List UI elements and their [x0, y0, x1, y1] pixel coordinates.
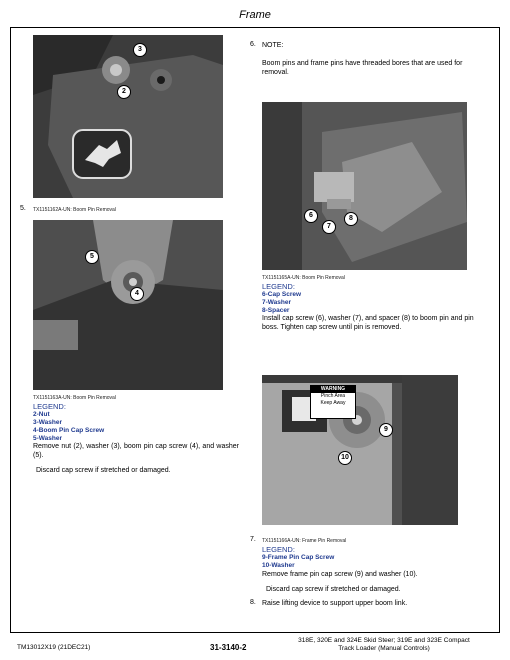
- legend-item: 10-Washer: [262, 562, 295, 569]
- figure-id-fig3: TX1151165A-UN: Boom Pin Removal: [262, 275, 345, 281]
- legend-item: 5-Washer: [33, 435, 63, 442]
- legend-item: 7-Washer: [262, 299, 292, 306]
- figure-id-step5: TX1151162A-UN: Boom Pin Removal: [33, 207, 116, 213]
- callout-10: 10: [338, 451, 352, 465]
- figure-boom-pin-puller-graphic: [262, 102, 467, 270]
- step-7-number: 7.: [250, 536, 256, 543]
- page-header-title: Frame: [239, 9, 271, 21]
- footer-doc-id: TM13012X19 (21DEC21): [17, 644, 91, 651]
- callout-4: 4: [130, 287, 144, 301]
- footer-rule: [10, 632, 500, 633]
- fig3-instruction: Install cap screw (6), washer (7), and spacer (8) to boom pin and pin boss. Tighten cap screw until pin is removed.: [262, 315, 474, 331]
- figure-frame-pin-photo: [262, 375, 458, 525]
- warning-decal-line1: Pinch Area: [320, 393, 346, 399]
- figure-boom-pin-puller-photo: [262, 102, 467, 270]
- figure-boom-pin-cap-screw-graphic: [33, 220, 223, 390]
- warning-decal: [310, 385, 356, 419]
- legend-title-fig2: LEGEND:: [33, 402, 66, 411]
- step-6-note-label: NOTE:: [262, 42, 284, 49]
- figure-boom-pin-cap-screw-photo: [33, 220, 223, 390]
- warning-decal-line2: Keep Away: [320, 400, 346, 406]
- legend-title-fig4: LEGEND:: [262, 545, 295, 554]
- callout-8: 8: [344, 212, 358, 226]
- footer-title-line1: 318E, 320E and 324E Skid Steer; 319E and 323E Compact: [298, 637, 470, 644]
- legend-fig2: [33, 411, 104, 443]
- left-border: [10, 27, 11, 632]
- legend-item: 2-Nut: [33, 411, 50, 418]
- fig2-instruction: Remove nut (2), washer (3), boom pin cap screw (4), and washer (5).: [33, 443, 239, 459]
- figure-frame-pin-graphic: [262, 375, 458, 525]
- legend-item: 4-Boom Pin Cap Screw: [33, 427, 105, 434]
- fig4-discard-note: Discard cap screw if stretched or damaged.: [266, 586, 401, 593]
- legend-fig4: [262, 554, 334, 570]
- header-rule: [10, 27, 500, 28]
- figure-id-fig4: TX1151166A-UN: Frame Pin Removal: [262, 538, 347, 544]
- callout-5: 5: [85, 250, 99, 264]
- footer-title-line2: Track Loader (Manual Controls): [338, 645, 430, 652]
- right-border: [499, 27, 500, 632]
- warning-decal-title: WARNING: [311, 386, 355, 393]
- callout-3: 3: [133, 43, 147, 57]
- step-8-number: 8.: [250, 599, 256, 606]
- step-6-note-text: Boom pins and frame pins have threaded bores that are used for removal.: [262, 60, 463, 76]
- legend-item: 3-Washer: [33, 419, 63, 426]
- fig4-instruction: Remove frame pin cap screw (9) and washer (10).: [262, 571, 418, 578]
- figure-boom-pin-nut-graphic: [33, 35, 223, 198]
- legend-fig3: [262, 291, 301, 315]
- legend-item: 8-Spacer: [262, 307, 290, 314]
- callout-9: 9: [379, 423, 393, 437]
- step-6-number: 6.: [250, 41, 256, 48]
- footer-title: [286, 637, 482, 653]
- figure-boom-pin-nut-photo: [33, 35, 223, 198]
- fig2-discard-note: Discard cap screw if stretched or damaged.: [36, 467, 171, 474]
- callout-7: 7: [322, 220, 336, 234]
- figure-id-fig2: TX1151163A-UN: Boom Pin Removal: [33, 395, 116, 401]
- callout-6: 6: [304, 209, 318, 223]
- legend-item: 6-Cap Screw: [262, 291, 302, 298]
- step-5-number: 5.: [20, 205, 26, 212]
- legend-title-fig3: LEGEND:: [262, 282, 295, 291]
- legend-item: 9-Frame Pin Cap Screw: [262, 554, 335, 561]
- footer-page-number: 31-3140-2: [210, 643, 247, 652]
- step-8-text: Raise lifting device to support upper boom link.: [262, 600, 408, 607]
- callout-2: 2: [117, 85, 131, 99]
